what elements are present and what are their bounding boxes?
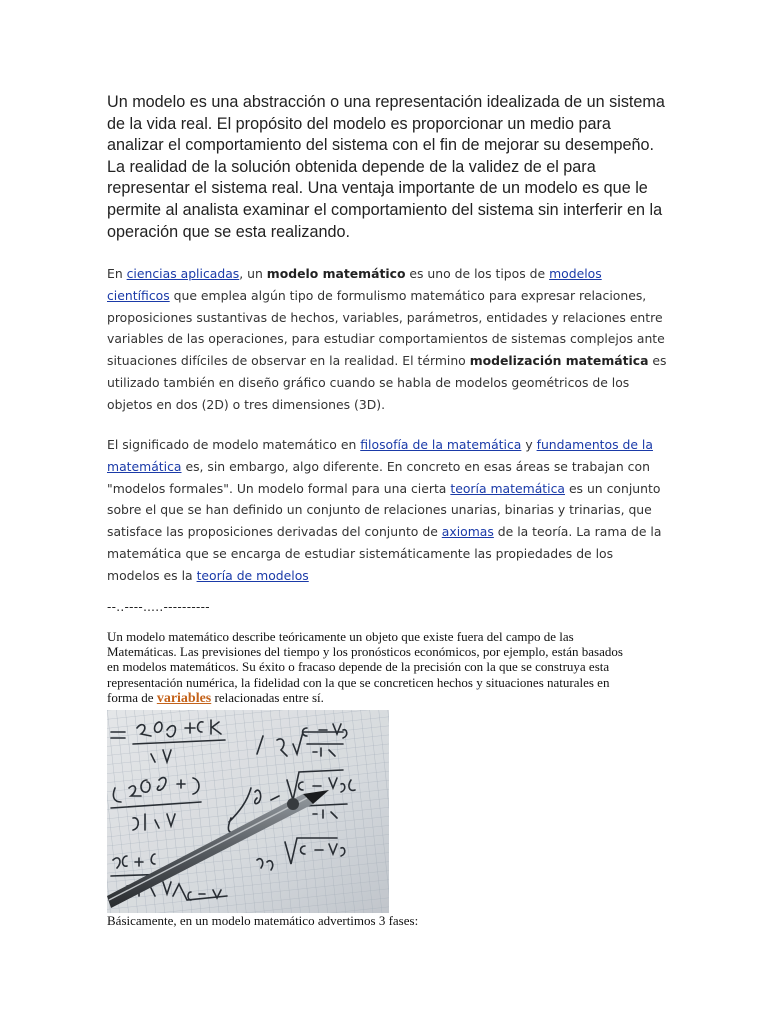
phases-paragraph: Básicamente, en un modelo matemático advertimos 3 fases: — [107, 913, 419, 928]
photo-shade — [107, 710, 389, 913]
philosophy-paragraph — [107, 434, 667, 587]
text-segment: es utilizado también en diseño gráfico cuando se habla de modelos geométricos de los objetos en dos (2D) o tres dimensiones (3D). — [107, 353, 667, 412]
applied-science-paragraph — [107, 263, 667, 416]
description-paragraph — [107, 629, 627, 706]
link-axiomas[interactable]: axiomas — [441, 524, 494, 540]
text-segment: El significado de modelo matemático en — [107, 437, 361, 452]
link-modelos-cientificos[interactable]: modelos científicos — [107, 266, 602, 303]
text-segment: y — [521, 437, 537, 452]
text-segment: es uno de los tipos de — [405, 266, 550, 281]
text-segment: En — [107, 266, 127, 281]
link-variables[interactable]: variables — [156, 690, 212, 706]
separator-line: --..----…..---------- — [107, 600, 210, 614]
text-segment: de la teoría. La rama de la matemática que se encarga de estudiar sistemáticamente las propiedades de los modelos es la — [107, 524, 662, 583]
handwritten-formulas-photo — [107, 710, 389, 913]
link-fundamentos-matematica[interactable]: fundamentos de la matemática — [107, 437, 653, 474]
intro-paragraph: Un modelo es una abstracción o una representación idealizada de un sistema de la vida real. El propósito del modelo es proporcionar un medio para analizar el comportamiento del sistema con el fin de mejorar su desempeño. La realidad de la solución obtenida depende de la validez de el para representar el sistema real. Una ventaja importante de un modelo es que le permite al analista examinar el comportamiento del sistema sin interferir en la operación que se esta realizando. — [107, 93, 665, 241]
text-segment: es un conjunto sobre el que se han definido un conjunto de relaciones unarias, binarias y trinarias, que satisface las proposiciones derivadas del conjunto de — [107, 480, 661, 540]
text-segment: es, sin embargo, algo diferente. En concreto en esas áreas se trabajan con "modelos formales". Un modelo formal para una cierta — [107, 458, 650, 496]
bold-modelizacion-matematica: modelización matemática — [469, 353, 649, 369]
text-segment: Un modelo matemático describe teóricamente un objeto que existe fuera del campo de las Matemáticas. Las previsiones del tiempo y los pronósticos económicos, por ejemplo, están basados en modelos matemáticos. Su éxito o fracaso depende de la precisión con la que se construya esta representación numérica, la fidelidad con la que se concreticen hechos y situaciones naturales en forma de — [107, 629, 623, 705]
text-segment: relacionadas entre sí. — [211, 689, 324, 705]
bold-modelo-matematico: modelo matemático — [266, 266, 406, 281]
text-segment: que emplea algún tipo de formulismo matemático para expresar relaciones, proposiciones sustantivas de hechos, variables, parámetros, entidades y relaciones entre variables de las operaciones, para estudiar comportamientos de sistemas complejos ante situaciones difíciles de observar en la realidad. El término — [107, 287, 665, 369]
link-filosofia-matematica[interactable]: filosofía de la matemática — [360, 437, 522, 452]
text-segment: , un — [239, 266, 267, 281]
link-teoria-matematica[interactable]: teoría matemática — [450, 480, 565, 496]
photo-illustration — [107, 710, 389, 913]
link-teoria-de-modelos[interactable]: teoría de modelos — [196, 567, 309, 583]
link-ciencias-aplicadas[interactable]: ciencias aplicadas — [126, 266, 240, 281]
